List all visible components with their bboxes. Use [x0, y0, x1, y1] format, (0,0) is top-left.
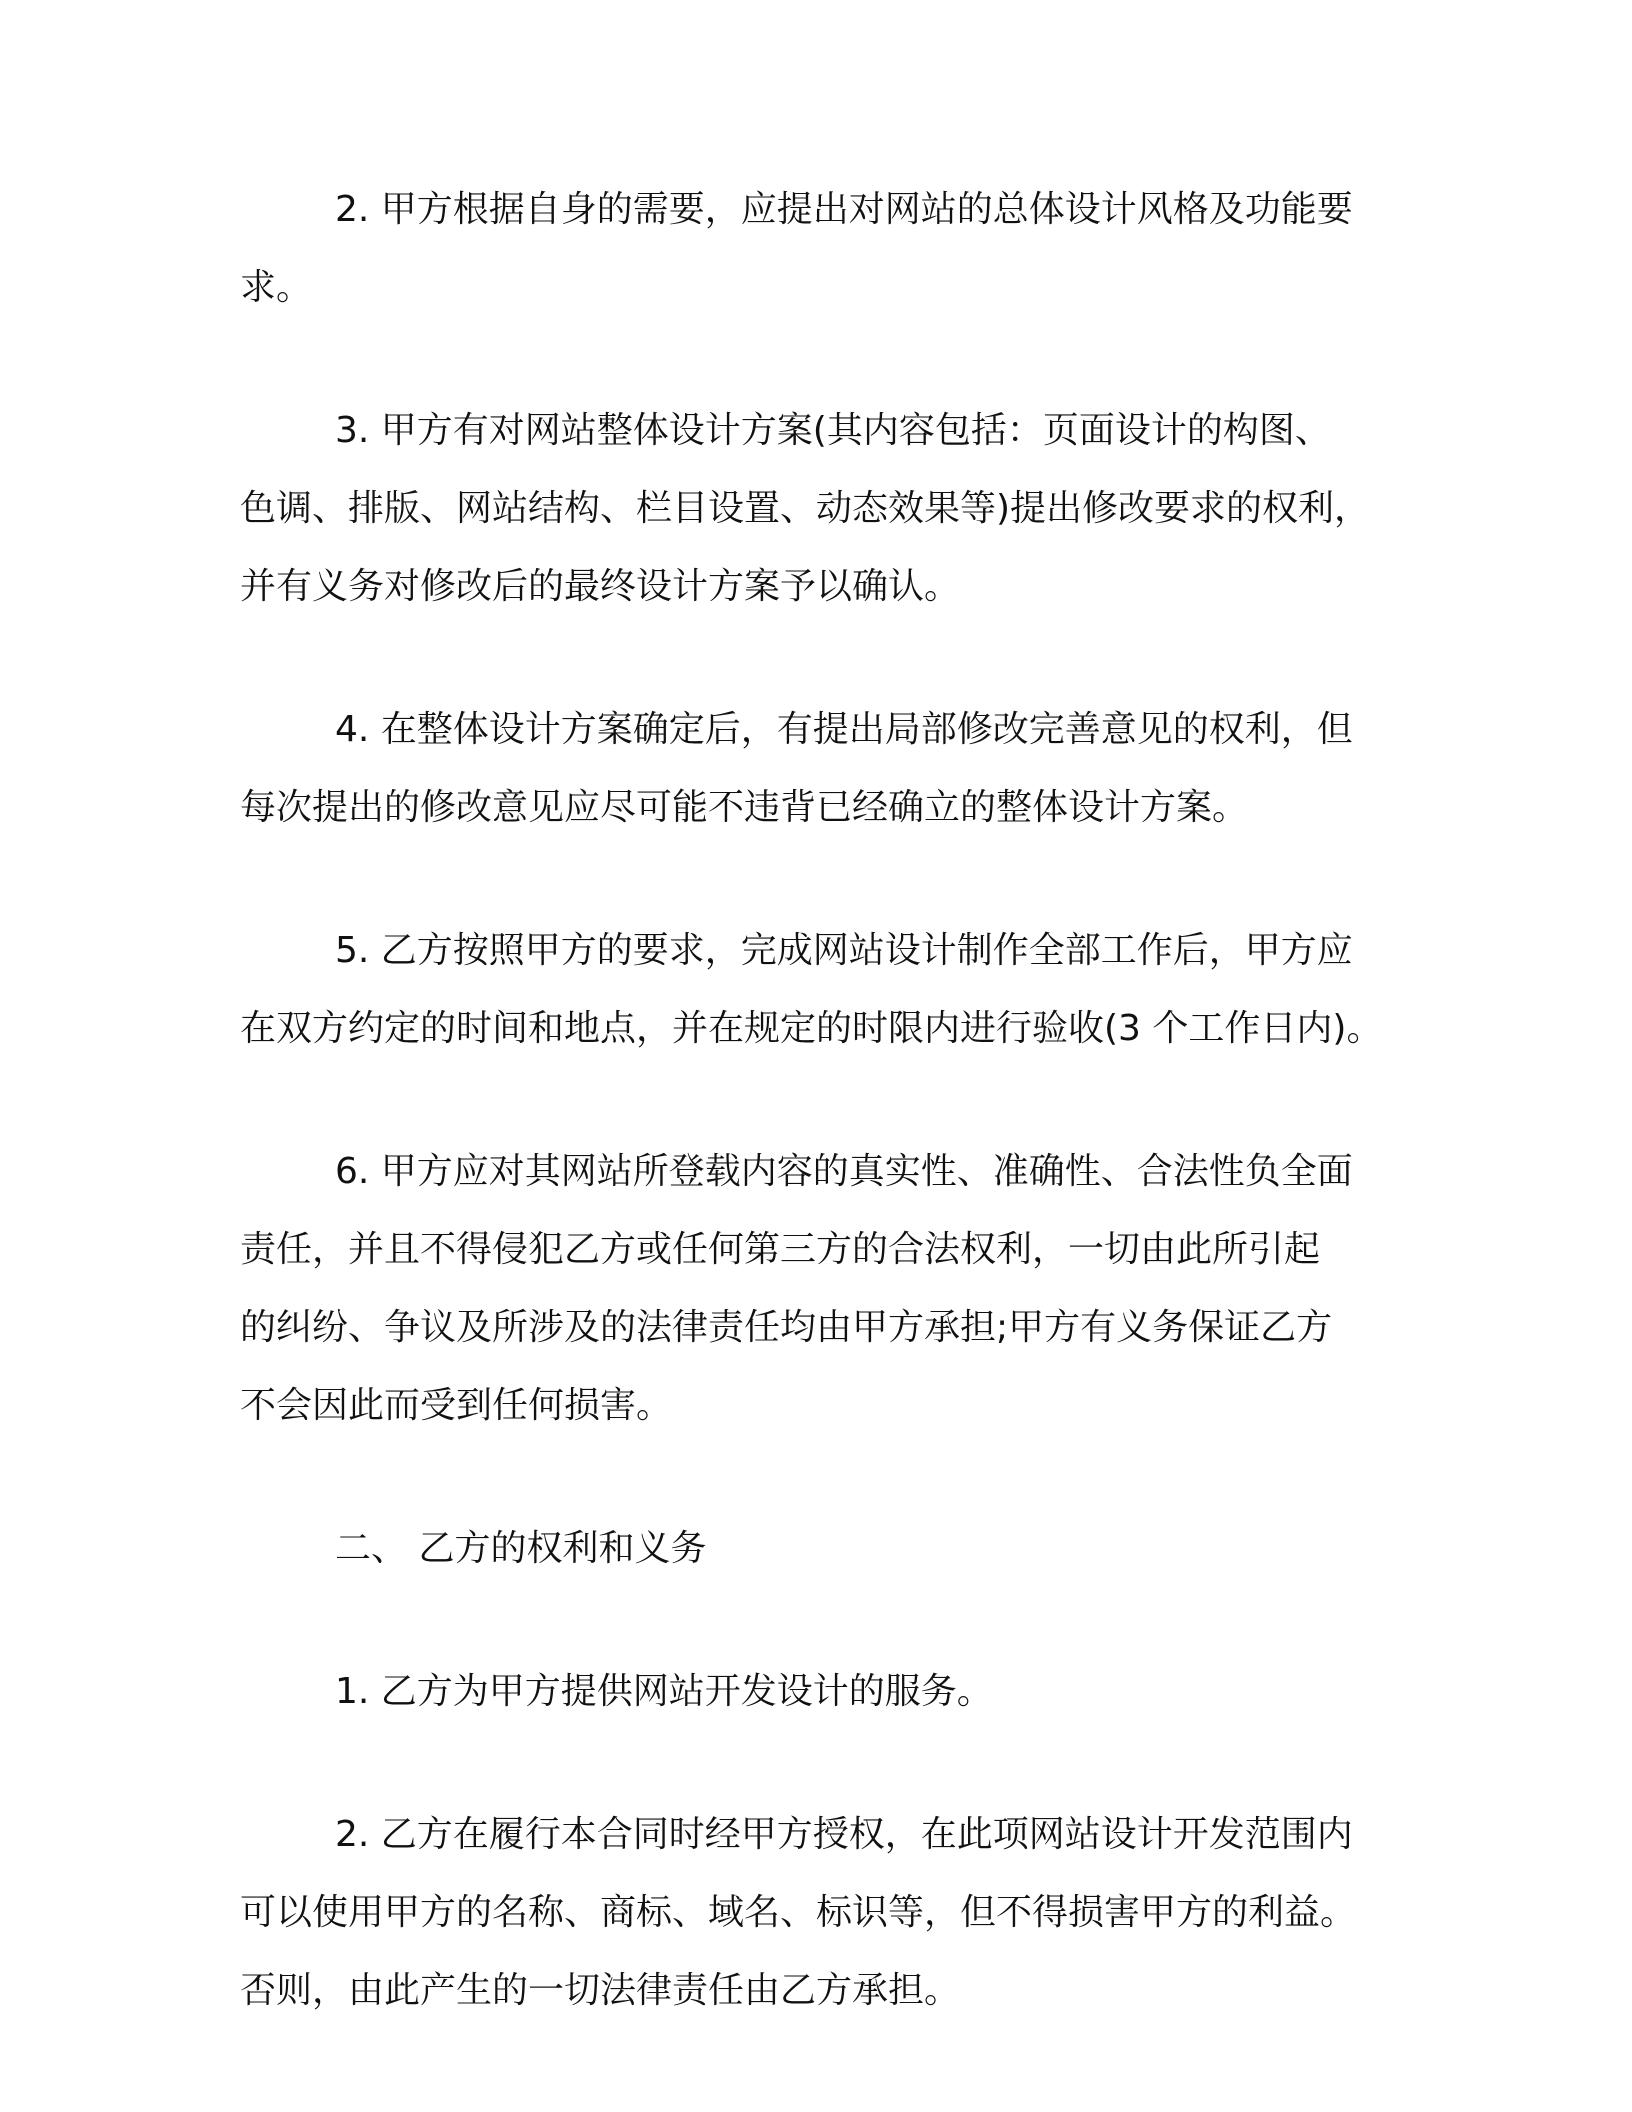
paragraph-party-b-1 — [240, 1672, 1410, 1712]
text-line: 1. 乙方为甲方提供网站开发设计的服务。 — [335, 1671, 993, 1712]
text-line: 4. 在整体设计方案确定后，有提出局部修改完善意见的权利，但 — [335, 709, 1353, 750]
text-line: 求。 — [240, 267, 313, 308]
text-line: 不会因此而受到任何损害。 — [240, 1385, 673, 1426]
paragraph-party-a-5 — [240, 931, 1410, 1049]
paragraph-party-a-2 — [240, 190, 1410, 308]
paragraph-party-a-4 — [240, 710, 1410, 828]
text-line: 否则，由此产生的一切法律责任由乙方承担。 — [240, 1970, 961, 2011]
text-line: 2. 甲方根据自身的需要，应提出对网站的总体设计风格及功能要 — [335, 189, 1353, 230]
section-heading-party-b — [240, 1529, 1410, 1569]
text-line: 2. 乙方在履行本合同时经甲方授权，在此项网站设计开发范围内 — [335, 1814, 1353, 1855]
text-line: 5. 乙方按照甲方的要求，完成网站设计制作全部工作后，甲方应 — [335, 930, 1353, 971]
text-line: 责任，并且不得侵犯乙方或任何第三方的合法权利，一切由此所引起 — [240, 1229, 1321, 1270]
paragraph-party-a-3 — [240, 411, 1410, 607]
text-line: 6. 甲方应对其网站所登载内容的真实性、准确性、合法性负全面 — [335, 1151, 1353, 1192]
text-line: 色调、排版、网站结构、栏目设置、动态效果等)提出修改要求的权利， — [240, 488, 1371, 529]
paragraph-party-b-2 — [240, 1815, 1410, 2011]
text-line: 可以使用甲方的名称、商标、域名、标识等，但不得损害甲方的利益。 — [240, 1892, 1357, 1933]
section-heading: 二、 乙方的权利和义务 — [335, 1528, 707, 1569]
text-line: 在双方约定的时间和地点，并在规定的时限内进行验收(3 个工作日内)。 — [240, 1008, 1383, 1049]
paragraph-party-a-6 — [240, 1152, 1410, 1426]
text-line: 3. 甲方有对网站整体设计方案(其内容包括：页面设计的构图、 — [335, 410, 1331, 451]
text-line: 的纠纷、争议及所涉及的法律责任均由甲方承担;甲方有义务保证乙方 — [240, 1307, 1333, 1348]
text-line: 并有义务对修改后的最终设计方案予以确认。 — [240, 566, 961, 607]
document-body — [240, 190, 1410, 2011]
text-line: 每次提出的修改意见应尽可能不违背已经确立的整体设计方案。 — [240, 787, 1249, 828]
